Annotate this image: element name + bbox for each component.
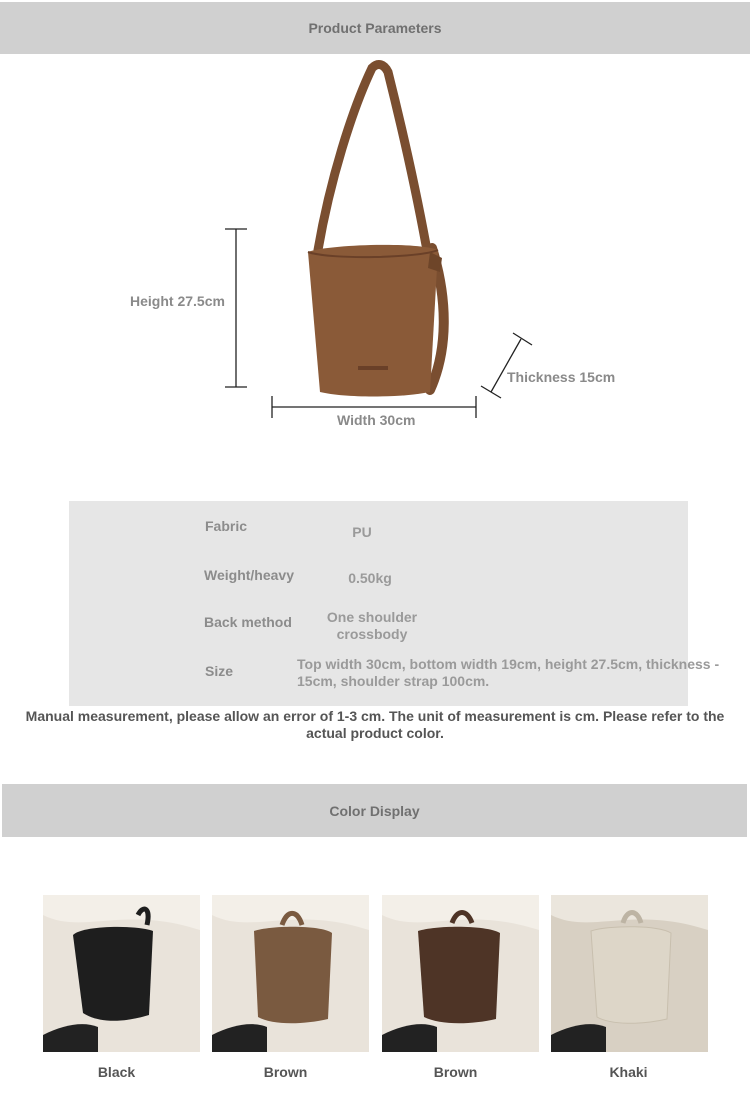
param-value-weight: 0.50kg bbox=[348, 570, 392, 586]
param-label-size: Size bbox=[205, 663, 234, 679]
swatch-photo bbox=[382, 895, 539, 1052]
thickness-label: Thickness 15cm bbox=[507, 369, 616, 385]
measurement-note: Manual measurement, please allow an error of 1-3 cm. The unit of measurement is cm. Please refer to the actual product color. bbox=[25, 708, 725, 741]
color-swatch-brown-dark[interactable] bbox=[382, 895, 539, 1052]
bag-shape bbox=[591, 927, 671, 1024]
product-dimension-diagram bbox=[0, 55, 750, 455]
section-title: Product Parameters bbox=[308, 20, 442, 36]
color-swatch-brown[interactable] bbox=[212, 895, 369, 1052]
swatch-photo bbox=[43, 895, 200, 1052]
color-display-banner bbox=[2, 784, 747, 837]
product-image bbox=[0, 55, 750, 455]
color-label-khaki: Khaki bbox=[609, 1064, 648, 1080]
bag-shape bbox=[254, 927, 332, 1024]
bag-shape bbox=[418, 927, 500, 1024]
color-label-black: Black bbox=[97, 1064, 136, 1080]
color-label-brown-dark: Brown bbox=[433, 1064, 478, 1080]
section-title: Color Display bbox=[329, 802, 420, 819]
bag-shape bbox=[73, 927, 153, 1021]
param-label-back-method: Back method bbox=[204, 614, 292, 630]
width-label: Width 30cm bbox=[337, 412, 416, 428]
param-value-size: Top width 30cm, bottom width 19cm, height 27.5cm, thickness - 15cm, shoulder strap 100cm. bbox=[297, 656, 720, 689]
param-value-back-method: One shoulder crossbody bbox=[326, 609, 418, 642]
swatch-photo bbox=[212, 895, 369, 1052]
param-label-weight: Weight/heavy bbox=[204, 567, 294, 583]
swatch-photo bbox=[551, 895, 708, 1052]
bag-body bbox=[308, 245, 438, 397]
height-label: Height 27.5cm bbox=[130, 293, 225, 309]
color-label-brown: Brown bbox=[263, 1064, 308, 1080]
param-value-fabric: PU bbox=[352, 524, 372, 540]
color-swatch-black[interactable] bbox=[43, 895, 200, 1052]
param-label-fabric: Fabric bbox=[205, 518, 248, 534]
product-parameters-banner bbox=[0, 2, 750, 54]
color-swatch-khaki[interactable] bbox=[551, 895, 708, 1052]
